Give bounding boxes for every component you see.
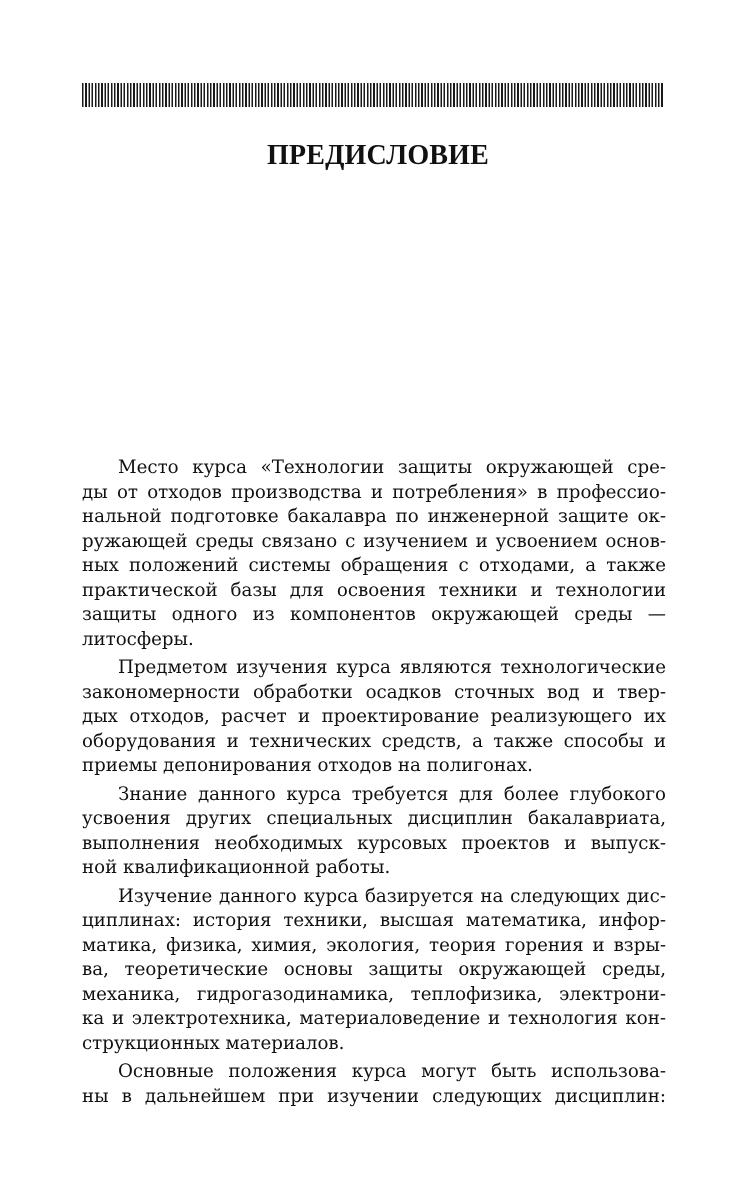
text-line: ка и электротехника, материаловедение и технология кон-	[82, 1008, 666, 1029]
paragraph	[82, 656, 666, 779]
text-line: Изучение данного курса базируется на следующих дис-	[118, 885, 666, 907]
text-line: оборудования и технических средств, а также способы и	[82, 730, 666, 752]
paragraph	[82, 1060, 666, 1109]
body-text	[82, 456, 666, 1113]
text-line: ны в дальнейшем при изучении следующих дисциплин:	[82, 1085, 666, 1107]
paragraph	[82, 885, 666, 1057]
paragraph	[82, 456, 666, 652]
text-line: практической базы для освоения техники и технологии	[82, 579, 666, 601]
page-heading: ПРЕДИСЛОВИЕ	[266, 140, 490, 171]
text-line: закономерности обработки осадков сточных вод и твер-	[82, 681, 666, 703]
text-line: литосферы.	[82, 628, 194, 650]
text-line: ва, теоретические основы защиты окружающей среды,	[82, 959, 666, 980]
text-line: нальной подготовке бакалавра по инженерной защите ок-	[82, 506, 666, 527]
text-line: Предметом изучения курса являются технологические	[118, 657, 666, 678]
text-line: циплинах: история техники, высшая математика, инфор-	[82, 910, 666, 931]
text-line: ружающей среды связано с изучением и усвоением основ-	[82, 530, 666, 552]
paragraph	[82, 783, 666, 881]
text-line: Основные положения курса могут быть использова-	[118, 1061, 666, 1082]
text-line: приемы депонирования отходов на полигонах.	[82, 755, 533, 776]
text-line: выполнения необходимых курсовых проектов и выпуск-	[82, 832, 666, 854]
text-line: усвоения других специальных дисциплин бакалавриата,	[82, 808, 666, 829]
decorative-top-rule	[82, 83, 664, 107]
text-line: механика, гидрогазодинамика, теплофизика, электрони-	[82, 983, 666, 1005]
text-line: матика, физика, химия, экология, теория горения и взры-	[82, 934, 666, 956]
text-line: ной квалификационной работы.	[82, 857, 391, 878]
text-line: ды от отходов производства и потребления» в профессио-	[82, 481, 666, 503]
text-line: ных положений системы обращения с отходами, а также	[82, 555, 666, 576]
text-line: защиты одного из компонентов окружающей среды —	[82, 604, 666, 625]
text-line: дых отходов, расчет и проектирование реализующего их	[82, 706, 666, 727]
text-line: Место курса «Технологии защиты окружающей сре-	[118, 457, 666, 478]
text-line: Знание данного курса требуется для более глубокого	[118, 783, 666, 805]
text-line: струкционных материалов.	[82, 1032, 345, 1054]
